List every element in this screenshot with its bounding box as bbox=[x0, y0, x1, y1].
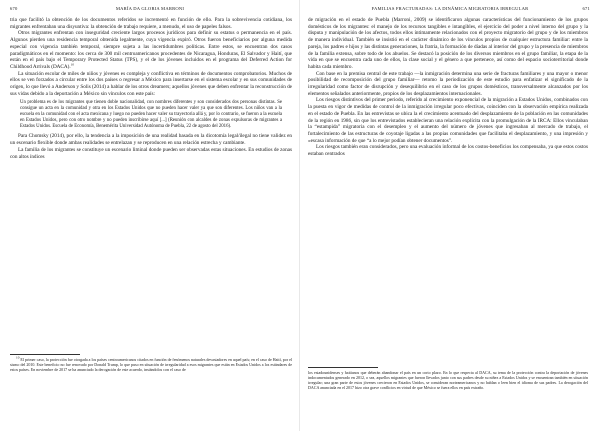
right-running-title: FAMILIAS FRACTURADAS: LA DINÁMICA MIGRATORIA IRREGULAR bbox=[371, 6, 529, 11]
paragraph-text: Otros migrantes enfrentan con inseguridad creciente largos procesos jurídicos para definir su estatus o permanencia en el país. Algunos pierden una residencia temporal obtenida legalmente, cuya vigencia expiró. Otros fueron beneficiarios por alguna medida especial con vigencia también temporal, siempre sujeta a las incertidumbres políticas. Entre estos, se encuentran dos casos paradigmáticos en el momento: los cerca de 300 mil centroamericanos procedentes de Nicaragua, Honduras, El Salvador y Haití, que están en el país bajo el Temporary Protected Status (TPS), y el de los jóvenes incluidos en el programa del Deferred Action for Childhood Arrivals (DACA). bbox=[10, 30, 292, 70]
footnote-text bbox=[10, 357, 292, 372]
left-body-text bbox=[10, 17, 292, 160]
left-footnote bbox=[10, 354, 292, 372]
paragraph bbox=[10, 30, 292, 70]
left-page-number: 670 bbox=[10, 6, 18, 11]
paragraph: tria que facilitó la obtención de los documentos referidos se incrementó en función de ello. Para la sobrevivencia cotidiana, los migrantes enfrentaban una disyuntiva: la obtención de trabajo requiere, a menudo, el uso de papeles falsos. bbox=[10, 17, 292, 30]
right-body-text bbox=[308, 17, 588, 158]
block-quote bbox=[20, 100, 282, 130]
paragraph: Con base en la premisa central de este trabajo —la inmigración determina una serie de fracturas familiares y una mayor o menor posibilidad de recomposición del grupo familiar— retomo la periodización de este estudio para enfatizar el significado de la irregularidad como factor de disrupción y desequilibrio en el caso de los grupos domésticos, transversalmente alcanzados por los elementos señalados anteriormente, propios de los desplazamientos internacionales. bbox=[308, 70, 588, 97]
footnote-text: los estadounidenses y haitianos que deberán abandonar el país en un corto plazo. En lo que respecta al DACA, su tema de la protección contra la deportación de jóvenes indocumentados generado en 2012, o sea, aquellos migrantes que fueron llevados junto con sus padres desde su niñez a Estados Unidos y se encuentran también en situación irregular; una gran parte de estos jóvenes crecieron en Estados Unidos, se consideran norteamericanos y no hablan o leen bien el idioma de sus padres. La derogación del DACA anunciada en el 2017 hizo otra grave conflictos en virtud de que México se fuera ellos en país extraño. bbox=[308, 369, 588, 390]
left-running-head bbox=[4, 5, 296, 13]
footnote-marker: 10 bbox=[70, 62, 75, 67]
paragraph: Para Chomsky (2014), por ello, la tendencia a la imposición de una realidad basada en la dicotomía legal/ilegal no tiene validez en un escenario flexible donde ambas realidades se entrelazan y se reproducen en una relación estrecha y cambiante. bbox=[10, 133, 292, 147]
paragraph: Los riesgos distintivos del primer periodo, referido al crecimiento exponencial de la migración a Estados Unidos, combinados con la puesta en vigor de medidas de control de la inmigración irregular poco efectivas, coinciden con la observación empírica realizada en el estado de Puebla. En las entrevistas se ubica la el crecimiento acentuado del desplazamiento de la población en las comunidades de la región en 1986, sin que los entrevistados establecieran una relación explícita con la promulgación de la IRCA: Ellos vinculaban la “estampida” migratoria con el desempleo y el aumento del número de jóvenes que ingresaban al mercado de trabajo, el fortalecimiento de las estructuras de coyotaje ligadas a las propias comunidades que facilitaba el desplazamiento, y una impresión y «escasa información de que “a lo mejor podían obtener documentos”. bbox=[308, 97, 588, 144]
footnote-number: 10 bbox=[16, 355, 20, 360]
footnote-rule bbox=[10, 354, 80, 355]
left-running-title: MARÍA DA GLORIA MARRONI bbox=[115, 6, 185, 11]
right-footnote bbox=[308, 367, 588, 390]
paragraph: La situación escolar de miles de niños y jóvenes es compleja y conflictiva en términos de documentos comprobatorios. Muchos de ellos se ven forzados a circular entre los dos países o regresar a México para insertarse en el sistema escolar y en sus comunidades de origen, lo que llevó a Anderson y Solis (2014) a hablar de los otros dreamers; aquellos jóvenes que deben enfrentar la reconstrucción de sus vidas debido a la deportación a México sin vínculos con este país: bbox=[10, 70, 292, 97]
quote-text: Un problema es de los migrantes que tienen doble nacionalidad, con nombres diferentes y son considerados dos personas distintas. Se consigue un acta en la comunidad y otra en los Estados Unidos que no pueden hacer valer ya que son diferentes. Los niños van a la escuela en la comunidad con el acta mexicana y luego no pueden hacer valer su trayectoria allá y, por lo contrario, se fueron a la escuela en Estados Unidos, pero con otro nombre y no pueden inscribirse aquí [...] (Reunión con alcaldes de zonas expulsoras de migrantes a Estados Unidos. Escuela de Economía, Benemérita Universidad Autónoma de Puebla, 22 de agosto del 2016). bbox=[20, 100, 282, 130]
left-page bbox=[4, 0, 296, 431]
right-page-number: 671 bbox=[582, 6, 590, 11]
footnote-body: El primer caso, la protección fue otorgada a los países centroamericanos citados en función de fenómenos naturales devastadores en aquel país; en el caso de Haití, por el sismo del 2010. Este beneficio no fue renovado por Donald Trump, lo que puso en situación de irregularidad a esos migrantes que están en Estados Unidos a los estándares de estos países. En noviembre de 2017 se ha anunciado la derogación de este acuerdo, instándolos con el caso de bbox=[10, 356, 293, 372]
gutter bbox=[299, 0, 300, 431]
right-running-head bbox=[304, 5, 596, 13]
paragraph: de migración en el estado de Puebla (Marroni, 2009) se identificaron algunas características del funcionamiento de los grupos domésticos de los migrantes: el manejo de los recursos tangibles e intangibles, el ejercicio del poder a nivel interno del grupo y la disputa y manipulación de los afectos, todos ellos íntimamente relacionados con el proyecto migratorio del grupo y de los miembros de manera individual. También se insistió en el carácter dinámico de los vínculos propios de cualquier estructura familiar: entre la pareja, los padres e hijos y las distintas generaciones, la fratría, la formación de díadas al interior del grupo y la presencia de miembros de la familia extensa, sobre todo de los abuelos. Se destacó la posición de los diversos miembros en el grupo familiar, la etapa de la vida en que se encuentra cada uno de ellos, la clase social y el género a que pertenece, así como del espacio socioterritorial donde habita cada miembro. bbox=[308, 17, 588, 70]
paragraph: La familia de los migrantes se constituye un escenario liminal donde pueden ser observadas estas situaciones. En estudios de zonas con altos índices bbox=[10, 146, 292, 160]
paragraph: Los riesgos también eran considerados, pero una evaluación informal de los costos-beneficios los compensaba, ya que estos costos estaban centrados bbox=[308, 144, 588, 158]
footnote-rule bbox=[308, 367, 378, 368]
right-page bbox=[304, 0, 596, 431]
